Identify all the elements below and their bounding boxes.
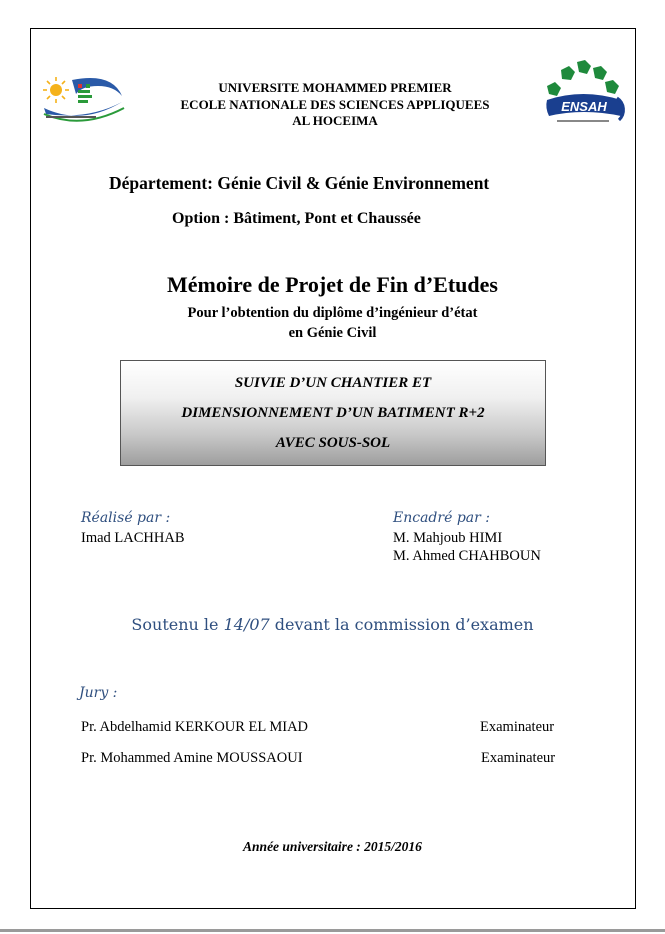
project-title-box [120, 360, 546, 466]
option: Option : Bâtiment, Pont et Chaussée [172, 210, 421, 227]
memoire-subtitle [0, 303, 665, 343]
bottom-rule [0, 929, 665, 932]
svg-text:ENSAH: ENSAH [561, 99, 607, 114]
realise-name: Imad LACHHAB [81, 530, 185, 546]
soutenu-prefix: Soutenu le [131, 615, 224, 634]
city-line: AL HOCEIMA [292, 113, 378, 128]
jury-member-role: Examinateur [481, 750, 556, 766]
jury-member-name: Pr. Abdelhamid KERKOUR EL MIAD [81, 719, 309, 735]
department: Département: Génie Civil & Génie Environnement [109, 173, 490, 193]
jury-label: Jury : [79, 685, 118, 701]
project-title-line: SUIVIE D’UN CHANTIER ET [234, 375, 432, 391]
encadre-label: Encadré par : [393, 510, 490, 526]
supervisor-name: M. Mahjoub HIMI [393, 530, 503, 546]
academic-year: Année universitaire : 2015/2016 [243, 839, 422, 854]
project-title-line: DIMENSIONNEMENT D’UN BATIMENT R+2 [181, 405, 485, 421]
university-header [160, 80, 510, 130]
page-frame [30, 28, 636, 909]
project-title-line: AVEC SOUS-SOL [275, 435, 391, 451]
supervisor-name: M. Ahmed CHAHBOUN [393, 548, 541, 564]
soutenu-line [0, 615, 665, 634]
memoire-title: Mémoire de Projet de Fin d’Etudes [167, 272, 498, 297]
encadre-names [393, 529, 541, 565]
university-logo-icon [42, 72, 126, 130]
subtitle-line: en Génie Civil [288, 325, 377, 341]
soutenu-date: 14/07 [223, 615, 270, 634]
jury-member-name: Pr. Mohammed Amine MOUSSAOUI [81, 750, 303, 766]
realise-label: Réalisé par : [81, 510, 171, 526]
soutenu-suffix: devant la commission d’examen [269, 615, 534, 634]
subtitle-line: Pour l’obtention du diplôme d’ingénieur d’état [187, 305, 478, 321]
school-line: ECOLE NATIONALE DES SCIENCES APPLIQUEES [180, 96, 490, 112]
ensah-logo-icon [543, 58, 629, 128]
university-line: UNIVERSITE MOHAMMED PREMIER [218, 80, 452, 95]
jury-member-role: Examinateur [480, 719, 555, 735]
